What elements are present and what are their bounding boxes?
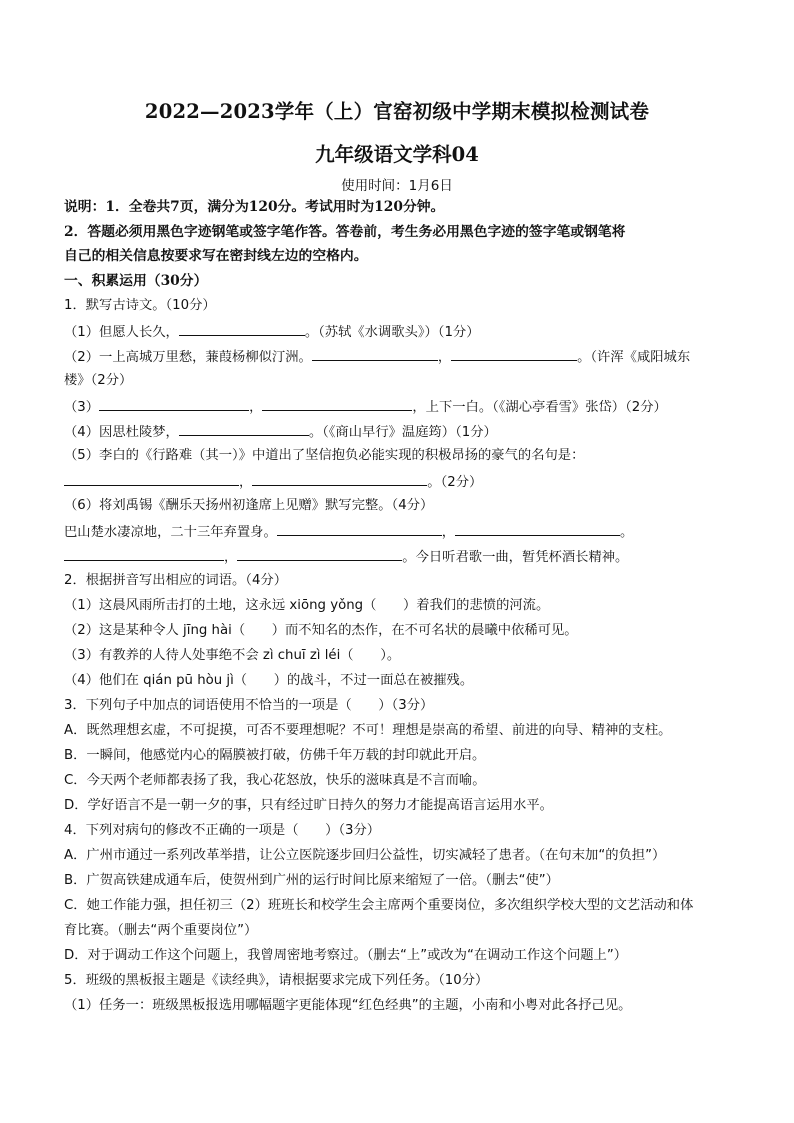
q4-option-c: C．她工作能力强，担任初三（2）班班长和校学生会主席两个重要岗位，多次组织学校大型的文艺活动和体 [64, 898, 694, 913]
answer-blank[interactable] [99, 397, 249, 411]
q1-2-suffix: 。（许浑《咸阳城东 [577, 350, 691, 365]
answer-blank[interactable] [455, 522, 620, 536]
answer-blank[interactable] [64, 472, 239, 486]
q1-item-5: （5）李白的《行路难（其一）》中道出了坚信抱负必能实现的积极昂扬的豪气的名句是： [64, 448, 585, 463]
q4-stem: 4．下列对病句的修改不正确的一项是（ ）（3分） [64, 823, 381, 838]
q1-1-suffix: 。（苏轼《水调歌头》）（1分） [304, 325, 480, 340]
q2-item-2: （2）这是某种令人 jīng hài（ ）而不知名的杰作，在不可名状的晨曦中依稀可见。 [64, 623, 578, 638]
q3-option-a: A．既然理想玄虚，不可捉摸，可否不要理想呢？不可！理想是崇高的希望、前进的向导、精神的支柱。 [64, 723, 672, 738]
q1-item-6: （6）将刘禹锡《酬乐天扬州初逢席上见赠》默写完整。（4分） [64, 498, 434, 513]
q2-item-1: （1）这晨风雨所击打的土地，这永远 xiōng yǒng（ ）着我们的悲愤的河流。 [64, 598, 550, 613]
q1-2-mid: ， [437, 350, 452, 365]
answer-blank[interactable] [237, 547, 402, 561]
q2-item-4: （4）他们在 qián pū hòu jì（ ）的战斗，不过一面总在被摧残。 [64, 673, 474, 688]
q1-5-mid: ， [239, 475, 253, 490]
q1-item-4 [64, 422, 734, 442]
q5-stem: 5．班级的黑板报主题是《读经典》，请根据要求完成下列任务。（10分） [64, 973, 489, 988]
q4-option-a: A．广州市通过一系列改革举措，让公立医院逐步回归公益性，切实减轻了患者。（在句末加“的负担”） [64, 848, 666, 863]
answer-blank[interactable] [252, 472, 427, 486]
q3-option-b: B．一瞬间，他感觉内心的隔膜被打破，仿佛千年万载的封印就此开启。 [64, 748, 486, 763]
answer-blank[interactable] [277, 522, 442, 536]
q1-4-prefix: （4）因思杜陵梦， [64, 425, 179, 440]
q1-1-prefix: （1）但愿人长久， [64, 325, 179, 340]
q1-item-6-line-2 [64, 547, 734, 567]
answer-blank[interactable] [262, 397, 412, 411]
q1-6-end: 。 [620, 525, 634, 540]
page-subtitle: 九年级语文学科04 [315, 143, 479, 166]
q1-item-1 [64, 322, 734, 342]
answer-blank[interactable] [64, 547, 224, 561]
q1-6-mid2: ， [224, 550, 238, 565]
q1-3-mid: ， [249, 400, 263, 415]
q4-option-b: B．广贺高铁建成通车后，使贺州到广州的运行时间比原来缩短了一倍。（删去“使”） [64, 873, 559, 888]
q3-option-c: C．今天两个老师都表扬了我，我心花怒放，快乐的滋味真是不言而喻。 [64, 773, 486, 788]
q1-item-3 [64, 397, 734, 417]
q1-item-2-cont: 楼》（2分） [64, 373, 133, 388]
answer-blank[interactable] [179, 322, 305, 336]
q1-6-mid: ， [441, 525, 456, 540]
instruction-line-3: 自己的相关信息按要求写在密封线左边的空格内。 [64, 248, 368, 264]
q1-5-suffix: 。（2分） [427, 475, 483, 490]
page-title: 2022—2023学年（上）官窑初级中学期末模拟检测试卷 [144, 100, 650, 123]
q1-item-5-blanks [64, 472, 734, 492]
section-heading: 一、积累运用（30分） [64, 273, 208, 289]
q1-4-suffix: 。（《商山早行》温庭筠）（1分） [308, 425, 497, 440]
q1-item-6-line-1 [64, 522, 734, 542]
q4-option-d: D．对于调动工作这个问题上，我曾周密地考察过。（删去“上”或改为“在调动工作这个问题上”） [64, 948, 628, 963]
q1-6-suffix: 。今日听君歌一曲，暂凭杯酒长精神。 [402, 550, 629, 565]
q2-item-3: （3）有教养的人待人处事绝不会 zì chuī zì léi（ ）。 [64, 648, 401, 663]
answer-blank[interactable] [451, 347, 577, 361]
q1-item-2 [64, 347, 734, 367]
answer-blank[interactable] [312, 347, 438, 361]
q1-3-prefix: （3） [64, 400, 100, 415]
instruction-line-1: 说明：1．全卷共7页，满分为120分。考试用时为120分钟。 [64, 199, 445, 215]
instruction-line-2: 2．答题必须用黑色字迹钢笔或签字笔作答。答卷前，考生务必用黑色字迹的签字笔或钢笔将 [64, 224, 626, 240]
q2-stem: 2．根据拼音写出相应的词语。（4分） [64, 573, 288, 588]
q1-2-prefix: （2）一上高城万里愁，蒹葭杨柳似汀洲。 [64, 350, 312, 365]
usage-date: 使用时间：1月6日 [341, 178, 453, 194]
answer-blank[interactable] [179, 422, 309, 436]
q5-task-1: （1）任务一：班级黑板报选用哪幅题字更能体现“红色经典”的主题，小南和小粤对此各抒己见。 [64, 998, 632, 1013]
q3-stem: 3．下列句子中加点的词语使用不恰当的一项是（ ）（3分） [64, 698, 434, 713]
q4-option-c-cont: 育比赛。（删去“两个重要岗位”） [64, 923, 258, 938]
q3-option-d: D．学好语言不是一朝一夕的事，只有经过旷日持久的努力才能提高语言运用水平。 [64, 798, 553, 813]
q1-6-given: 巴山楚水凄凉地，二十三年弃置身。 [64, 525, 277, 540]
q1-3-suffix: ，上下一白。（《湖心亭看雪》张岱）（2分） [412, 400, 667, 415]
q1-stem: 1．默写古诗文。（10分） [64, 298, 216, 313]
